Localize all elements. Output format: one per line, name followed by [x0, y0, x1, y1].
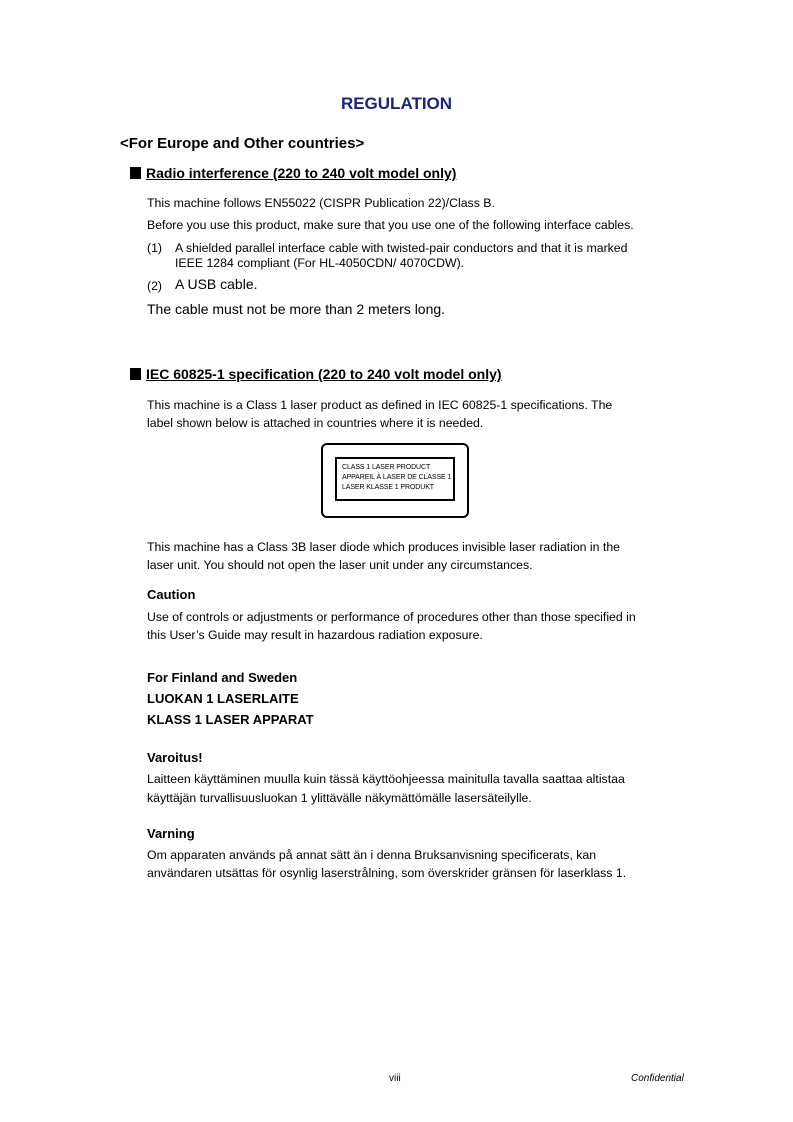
list-item-text-cont: IEEE 1284 compliant (For HL-4050CDN/ 4070CDW). — [175, 256, 465, 270]
iec-para1-line2: label shown below is attached in countries where it is needed. — [147, 416, 484, 430]
iec-heading-text: IEC 60825-1 specification (220 to 240 volt model only) — [146, 366, 502, 382]
list-item-number: (1) — [147, 241, 163, 255]
laser-label-line: APPAREIL À LASER DE CLASSE 1 — [342, 474, 452, 481]
luokan-line: LUOKAN 1 LASERLAITE — [147, 691, 299, 706]
iec-section-heading — [130, 366, 502, 382]
laser-label-inner — [335, 457, 455, 501]
bullet-square-icon — [130, 368, 141, 380]
varning-line2: användaren utsättas för osynlig laserstrålning, som överskrider gränsen för laserklass 1. — [147, 866, 627, 880]
varning-heading: Varning — [147, 826, 195, 841]
page-title: REGULATION — [340, 94, 453, 113]
finland-sweden-heading: For Finland and Sweden — [147, 670, 298, 685]
confidential-mark: Confidential — [631, 1073, 684, 1084]
radio-heading-text: Radio interference (220 to 240 volt model only) — [146, 165, 457, 181]
caution-heading: Caution — [147, 587, 196, 602]
page-number: viii — [389, 1073, 401, 1084]
laser-label-line: CLASS 1 LASER PRODUCT — [342, 464, 431, 471]
list-item-text: A USB cable. — [175, 276, 258, 292]
iec-para1-line1: This machine is a Class 1 laser product as defined in IEC 60825-1 specifications. The — [147, 398, 613, 412]
laser-label — [321, 443, 469, 518]
region-heading: <For Europe and Other countries> — [120, 135, 365, 152]
bullet-square-icon — [130, 167, 141, 179]
list-item-text: A shielded parallel interface cable with twisted-pair conductors and that it is marked — [175, 241, 628, 255]
varoitus-heading: Varoitus! — [147, 750, 203, 765]
caution-line2: this User’s Guide may result in hazardous radiation exposure. — [147, 628, 483, 642]
radio-section-heading — [130, 165, 456, 181]
varoitus-line1: Laitteen käyttäminen muulla kuin tässä käyttöohjeessa mainitulla tavalla saattaa altistaa — [147, 772, 625, 786]
iec-para2-line1: This machine has a Class 3B laser diode which produces invisible laser radiation in the — [147, 540, 620, 554]
varning-line1: Om apparaten används på annat sätt än i denna Bruksanvisning specificerats, kan — [147, 848, 597, 862]
klass-line: KLASS 1 LASER APPARAT — [147, 712, 314, 727]
cable-note: The cable must not be more than 2 meters long. — [147, 301, 446, 317]
laser-label-line: LASER KLASSE 1 PRODUKT — [342, 484, 434, 491]
varoitus-line2: käyttäjän turvallisuusluokan 1 ylittävälle näkymättömälle lasersäteilylle. — [147, 791, 532, 805]
iec-para2-line2: laser unit. You should not open the laser unit under any circumstances. — [147, 558, 533, 572]
list-item-number: (2) — [147, 279, 163, 293]
caution-line1: Use of controls or adjustments or performance of procedures other than those specified in — [147, 610, 636, 624]
radio-line2: Before you use this product, make sure that you use one of the following interface cables. — [147, 218, 634, 232]
radio-line1: This machine follows EN55022 (CISPR Publication 22)/Class B. — [147, 196, 495, 210]
